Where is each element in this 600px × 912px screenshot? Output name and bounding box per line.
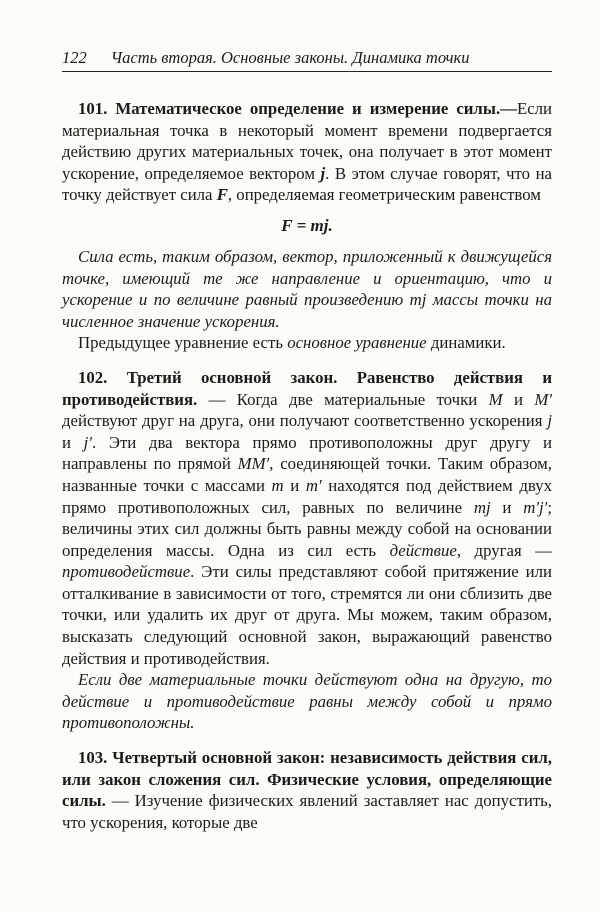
text: , определяемая геометрическим равенством [227,185,541,205]
symbol: m′ [305,475,322,495]
text: динамики. [426,333,506,353]
symbol: mj [473,497,491,517]
section-101-title: 101. Математическое определение и измерение силы.— [78,99,517,118]
symbol-j: j [320,163,326,183]
symbol: j [547,411,552,431]
emphasis: действие [389,540,457,560]
book-page [62,48,552,833]
emphasis: основное уравнение [287,333,427,353]
symbol: M′ [534,389,553,409]
text: действуют друг на друга, они получают соответственно ускорения [62,411,548,431]
section-101-definition: Сила есть, таким образом, вектор, приложенный к движущейся точке, имеющий те же направление и ориентацию, что и ускорение и по величине равный произведению mj массы точки на численное значение ускорения. [62,246,552,331]
text: . Эти силы представляют собой притяжение или отталкивание в зависимости от того, стремятся ли они сблизить две точки, или удалить их друг от друга. Мы можем, таким образом, высказать следующий основной закон, выражающий равенство действия и противодействия. [62,562,552,668]
text: находятся под действием двух прямо противоположных сил, равных по величине [62,475,553,517]
text: ; величины этих сил должны быть равны между собой на основании определения массы. Одна из сил есть [62,497,552,560]
text: , другая — [456,540,552,560]
section-102-title: 102. Третий основной закон. Равенство действия и противодействия. [62,367,552,409]
section-101-conclusion [62,332,552,354]
text: Если материальная точка в некоторый момент времени подвергается действию других материальных точек, она получает в этот момент ускорение, определяемое вектором [62,99,552,183]
running-header [62,48,552,72]
symbol: m′j′ [523,497,548,517]
text: и [283,475,306,495]
text: — Когда две материальные точки [197,389,489,409]
text: и [62,432,84,452]
text: Предыдущее уравнение есть [78,333,288,353]
symbol: m [271,475,284,495]
section-103-paragraph [62,747,552,833]
symbol: j′ [83,432,92,452]
section-101-paragraph [62,98,552,206]
section-102-law: Если две материальные точки действуют одна на другую, то действие и противодействие равны между собой и прямо противоположны. [62,670,552,733]
text: . Эти два вектора прямо противоположны друг другу и направлены по прямой [62,432,552,474]
text: и [502,389,535,409]
text: — Изучение физических явлений заставляет нас допустить, что ускорения, которые две [62,791,552,832]
symbol: MM′ [237,454,270,474]
section-102-paragraph [62,367,552,669]
text: . В этом случае говорят, что на точку действует сила [62,163,553,205]
text: , соединяющей точки. Таким образом, названные точки с массами [62,454,552,495]
formula-f-equals-mj: F = mj. [281,215,333,235]
text: и [490,497,524,517]
symbol: M [488,389,503,409]
symbol-F: F [216,185,228,205]
section-103-title: 103. Четвертый основной закон: независимость действия сил, или закон сложения сил. Физические условия, определяющие силы. [62,748,552,811]
page-number: 122 [62,48,87,67]
emphasis: противодействие [62,562,191,582]
running-title: Часть вторая. Основные законы. Динамика точки [110,48,470,67]
